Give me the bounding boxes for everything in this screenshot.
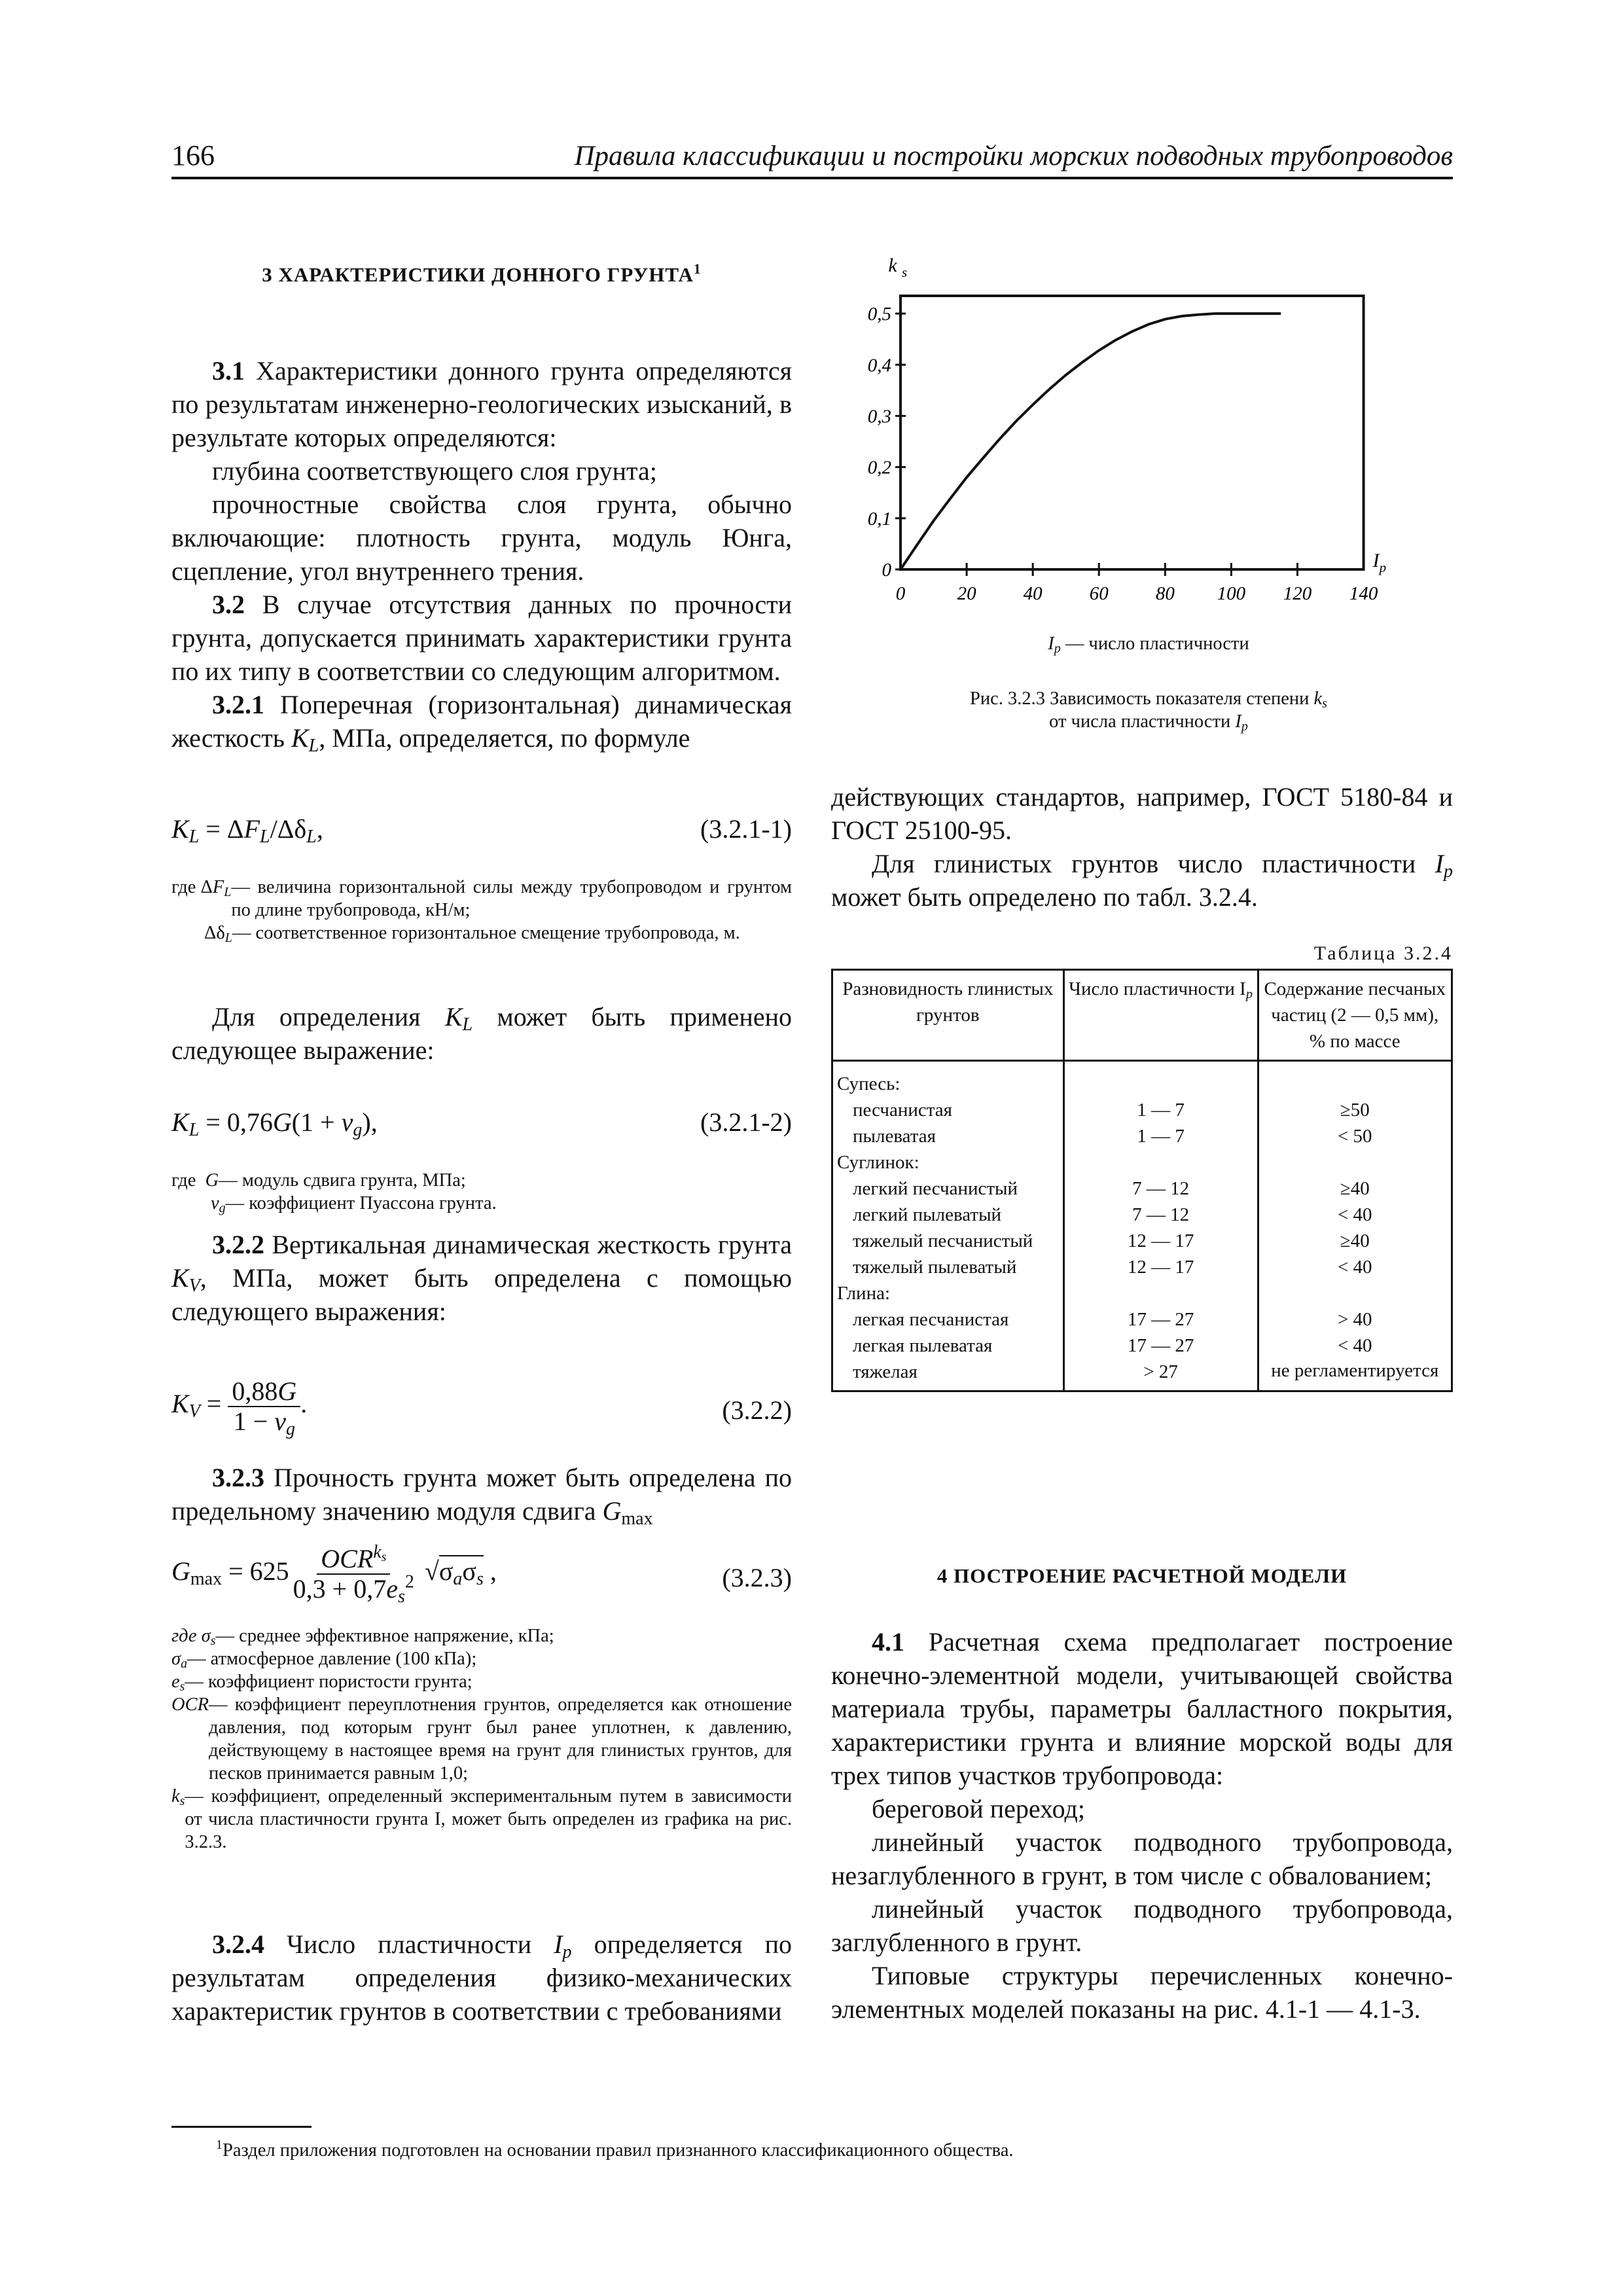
paragraph-3-2-1: 3.2.1 Поперечная (горизонтальная) динамическая жесткость $K_L$, МПа, определяется, по формуле (171, 690, 792, 756)
table-row (832, 1280, 1452, 1306)
list-item: глубина соответствующего слоя грунта; (212, 456, 657, 486)
where-list-3 (171, 1624, 792, 1854)
table-cell: легкий пылеватый (832, 1202, 1064, 1228)
table-row (832, 1149, 1452, 1175)
table-cell: Суглинок: (832, 1149, 1064, 1175)
table-cell (1258, 1280, 1452, 1306)
list-item: линейный участок подводного трубопровода, незаглубленного в грунт, в том числе с обвалованием; (831, 1827, 1453, 1890)
table-header: Разновидность глинистых грунтов (832, 970, 1064, 1061)
table-cell: < 40 (1258, 1333, 1452, 1359)
table-cell: > 40 (1258, 1306, 1452, 1333)
table-cell: Супесь: (832, 1061, 1064, 1098)
paragraph-kl: Для определения $K_L$ может быть применено следующее выражение: (171, 1002, 792, 1065)
formula-3-2-1-1: $K_L = \Delta F_L/\Delta\delta_L$, (3.2.1-1) (171, 814, 792, 847)
y-tick-label: 0,5 (867, 304, 891, 325)
plasticity-table (831, 969, 1453, 1392)
paragraph-3-2-4: 3.2.4 Число пластичности $I_p$ определяется по результатам определения физико-механических характеристик грунтов в соответствии с требованиями (171, 1929, 792, 2026)
table-cell: 1 — 7 (1063, 1097, 1258, 1123)
table-cell: тяжелый песчанистый (832, 1228, 1064, 1254)
table-row (832, 1061, 1452, 1098)
page-number: 166 (171, 139, 215, 171)
running-title: Правила классификации и постройки морских подводных трубопроводов (574, 141, 1453, 171)
list-item: береговой переход; (872, 1794, 1085, 1823)
table-cell (1258, 1149, 1452, 1175)
where-item: $k_s$ — коэффициент, определенный экспериментальным путем в зависимости от числа пластичности грунта I, может быть определен из графика на рис. 3.2.3. (171, 1786, 792, 1852)
where-item: OCR — коэффициент переуплотнения грунтов, определяется как отношение давления, под которым грунт был ранее уплотнен, к давлению, действующему в настоящее время на грунт для глинистых грунтов, для песков принимается равным 1,0; (171, 1695, 792, 1784)
table-header: Содержание песчаных частиц (2 — 0,5 мм), % по массе (1258, 970, 1452, 1061)
list-item: прочностные свойства слоя грунта, обычно включающие: плотность грунта, модуль Юнга, сцепление, угол внутреннего трения. (171, 490, 792, 586)
table-cell: 1 — 7 (1063, 1123, 1258, 1149)
table-cell: легкая пылеватая (832, 1333, 1064, 1359)
section3-heading: 3 ХАРАКТЕРИСТИКИ ДОННОГО ГРУНТА$^1$ (262, 261, 702, 286)
table-row (832, 1175, 1452, 1202)
table-row (832, 1228, 1452, 1254)
formula-3-2-1-2: $K_L = 0,76G(1 + v_g)$, (3.2.1-2) (171, 1107, 792, 1140)
x-axis-label: I (1372, 550, 1380, 571)
formula-3-2-3: $G_{max} = 625$ $\frac{OCR^{k_s}}{0,3 + 0,7e_s^2}$ $√\sigma_a\sigma_s$ , (3.2.3) (171, 1541, 792, 1607)
paragraph-standards: действующих стандартов, например, ГОСТ 5180-84 и ГОСТ 25100-95. Для глинистых грунтов число пластичности $I_p$ может быть определено по табл. 3.2.4. (831, 782, 1453, 912)
table-cell: < 50 (1258, 1123, 1452, 1149)
formula-3-2-2: $K_V$ = $\frac{0,88G}{1 - v_g}$ . (3.2.2) (171, 1376, 792, 1439)
table-cell (1063, 1280, 1258, 1306)
table-cell: 17 — 27 (1063, 1306, 1258, 1333)
table-cell: > 27 (1063, 1359, 1258, 1391)
y-axis-label-sub: s (902, 264, 908, 280)
table-cell (1063, 1149, 1258, 1175)
plot-frame (901, 296, 1364, 569)
chart-x-caption: $I_p$ — число пластичности (1048, 634, 1249, 656)
where-item: где $\sigma_s$ — среднее эффективное напряжение, кПа; (171, 1626, 554, 1648)
table-cell: легкий песчанистый (832, 1175, 1064, 1202)
table-row (832, 1359, 1452, 1391)
x-tick-label: 100 (1217, 583, 1246, 604)
list-item: линейный участок подводного трубопровода, заглубленного в грунт. (831, 1894, 1453, 1957)
table-cell: ≥40 (1258, 1175, 1452, 1202)
where-item: $\sigma_a$ — атмосферное давление (100 кПа); (171, 1649, 477, 1671)
paragraph-3-2: 3.2 В случае отсутствия данных по прочности грунта, допускается принимать характеристики грунта по их типу в соответствии со следующим алгоритмом. (171, 590, 792, 686)
table-row (832, 1254, 1452, 1280)
y-tick-label: 0,2 (867, 457, 891, 478)
y-tick-label: 0,1 (867, 508, 891, 529)
y-tick-label: 0,3 (867, 406, 891, 427)
footnote: $^1$Раздел приложения подготовлен на основании правил признанного классификационного общества. (216, 2138, 1014, 2161)
paragraph-3-2-3: 3.2.3 Прочность грунта может быть определена по предельному значению модуля сдвига $G_{max}$ (171, 1463, 792, 1529)
x-tick-label: 40 (1023, 583, 1043, 604)
series-line (901, 314, 1281, 569)
table-row (832, 1306, 1452, 1333)
table-cell: песчанистая (832, 1097, 1064, 1123)
x-tick-label: 120 (1283, 583, 1312, 604)
table-cell: < 40 (1258, 1254, 1452, 1280)
x-axis-label-sub: p (1379, 560, 1387, 575)
x-tick-label: 0 (895, 583, 906, 604)
x-tick-label: 140 (1349, 583, 1378, 604)
figure-caption: Рис. 3.2.3 Зависимость показателя степени $k_s$ от числа пластичности $I_p$ (970, 689, 1327, 734)
table-cell: Глина: (832, 1280, 1064, 1306)
footnote-rule (171, 2126, 312, 2128)
paragraph-3-2-2: 3.2.2 Вертикальная динамическая жесткость грунта $K_V$, МПа, может быть определена с помощью следующего выражения: (171, 1230, 792, 1326)
table-row (832, 1123, 1452, 1149)
where-item: $e_s$ — коэффициент пористости грунта; (171, 1672, 473, 1694)
x-tick-label: 20 (957, 583, 976, 604)
paragraph-3-1: 3.1 Характеристики донного грунта определяются по результатам инженерно-геологических изысканий, в результате которых определяются: (171, 356, 792, 452)
table-label: Таблица 3.2.4 (1313, 942, 1453, 964)
section3-intro (171, 354, 792, 755)
table-cell: < 40 (1258, 1202, 1452, 1228)
table-cell: 17 — 27 (1063, 1333, 1258, 1359)
table-cell: пылеватая (832, 1123, 1064, 1149)
table-cell: тяжелая (832, 1359, 1064, 1391)
table-cell: ≥40 (1258, 1228, 1452, 1254)
table-cell: 12 — 17 (1063, 1254, 1258, 1280)
table-cell: тяжелый пылеватый (832, 1254, 1064, 1280)
header-rule (171, 177, 1453, 179)
where-list-1: где $\Delta F_L$ — величина горизонтальной силы между трубопроводом и грунтом по длине трубопровода, кН/м; $\Delta\delta_L$ — соответственное горизонтальное смещение трубопровода, м. (171, 877, 792, 945)
section4-heading: 4 ПОСТРОЕНИЕ РАСЧЕТНОЙ МОДЕЛИ (936, 1564, 1347, 1587)
table-row (832, 1202, 1452, 1228)
table-cell (1063, 1061, 1258, 1098)
y-tick-label: 0 (882, 560, 891, 581)
x-tick-label: 60 (1089, 583, 1109, 604)
table-cell: 12 — 17 (1063, 1228, 1258, 1254)
y-axis-label: k (888, 255, 897, 276)
table-cell: ≥50 (1258, 1097, 1452, 1123)
table-cell: не регламентируется (1258, 1359, 1452, 1391)
table-header: Число пластичности $I_p$ (1063, 970, 1258, 1061)
plasticity-chart (844, 252, 1453, 632)
table-row (832, 1097, 1452, 1123)
table-cell: 7 — 12 (1063, 1202, 1258, 1228)
section4-body: 4.1 Расчетная схема предполагает построение конечно-элементной модели, учитывающей свойства материала трубы, параметры балластного покрытия, характеристики грунта и влияние морской воды для трех типов участков трубопровода: береговой переход; линейный участок подводного трубопровода, незаглубленного в грунт, в том числе с обвалованием; линейный участок подводного трубопровода, заглубленного в грунт. Типовые структуры перечисленных конечно-элементных моделей показаны на рис. 4.1-1 — 4.1-3. (831, 1627, 1453, 2024)
y-tick-label: 0,4 (867, 355, 891, 376)
where-list-2: где G — модуль сдвига грунта, МПа; $v_g$ — коэффициент Пуассона грунта. (171, 1170, 497, 1215)
x-tick-label: 80 (1155, 583, 1175, 604)
table-row (832, 1333, 1452, 1359)
table-cell: легкая песчанистая (832, 1306, 1064, 1333)
table-cell (1258, 1061, 1452, 1098)
table-cell: 7 — 12 (1063, 1175, 1258, 1202)
